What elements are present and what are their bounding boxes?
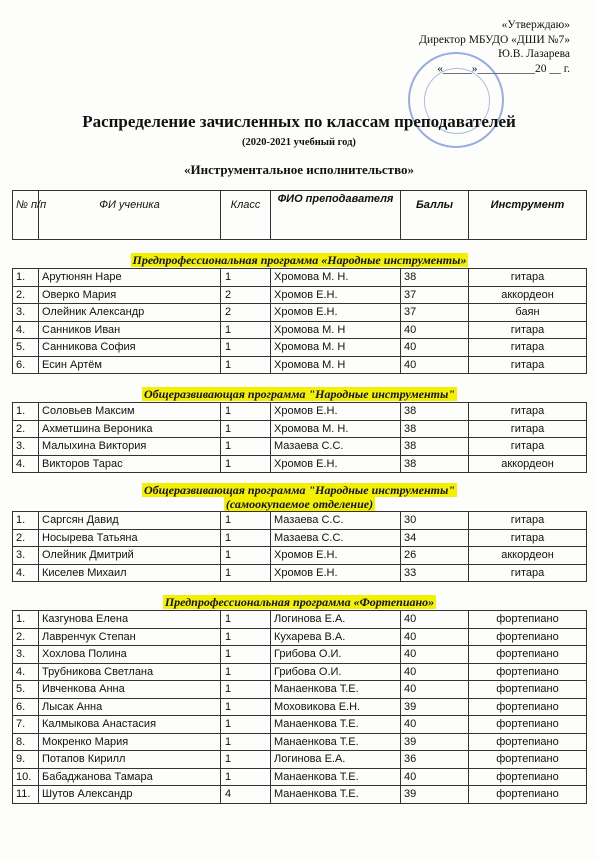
teacher-name: Грибова О.И. [271, 663, 401, 681]
group-subtitle: (самоокупаемое отделение) [225, 497, 374, 511]
teacher-name: Мазаева С.С. [271, 529, 401, 547]
student-name: Казгунова Елена [39, 611, 221, 629]
class-number: 1 [221, 455, 271, 473]
teacher-name: Хромова М. Н [271, 356, 401, 374]
class-number: 4 [221, 786, 271, 804]
instrument: фортепиано [469, 716, 587, 734]
row-number: 6. [13, 356, 39, 374]
student-name: Калмыкова Анастасия [39, 716, 221, 734]
instrument: гитара [469, 529, 587, 547]
teacher-name: Грибова О.И. [271, 646, 401, 664]
table-row [13, 321, 587, 339]
instrument: гитара [469, 564, 587, 582]
instrument: фортепиано [469, 768, 587, 786]
teacher-name: Хромова М. Н. [271, 420, 401, 438]
teacher-name: Мазаева С.С. [271, 512, 401, 530]
class-number: 1 [221, 564, 271, 582]
score: 40 [401, 716, 469, 734]
teacher-name: Манаенкова Т.Е. [271, 786, 401, 804]
class-number: 1 [221, 512, 271, 530]
student-name: Есин Артём [39, 356, 221, 374]
student-name: Олейник Дмитрий [39, 547, 221, 565]
instrument: фортепиано [469, 663, 587, 681]
student-name: Шутов Александр [39, 786, 221, 804]
score: 40 [401, 628, 469, 646]
table-row [13, 269, 587, 287]
group-header-row [13, 473, 587, 512]
class-number: 1 [221, 321, 271, 339]
instrument: фортепиано [469, 628, 587, 646]
row-number: 3. [13, 646, 39, 664]
score: 39 [401, 733, 469, 751]
score: 33 [401, 564, 469, 582]
score: 26 [401, 547, 469, 565]
table-row [13, 455, 587, 473]
table-row [13, 529, 587, 547]
students-table [12, 190, 587, 804]
row-number: 1. [13, 611, 39, 629]
teacher-name: Хромова М. Н [271, 321, 401, 339]
instrument: гитара [469, 321, 587, 339]
table-row [13, 768, 587, 786]
score: 40 [401, 663, 469, 681]
teacher-name: Хромов Е.Н. [271, 403, 401, 421]
teacher-name: Мазаева С.С. [271, 438, 401, 456]
score: 38 [401, 403, 469, 421]
row-number: 4. [13, 663, 39, 681]
group-header-row [13, 374, 587, 403]
score: 40 [401, 321, 469, 339]
group-header-row [13, 240, 587, 269]
student-name: Лысак Анна [39, 698, 221, 716]
table-row [13, 564, 587, 582]
row-number: 1. [13, 512, 39, 530]
teacher-name: Логинова Е.А. [271, 751, 401, 769]
teacher-name: Хромов Е.Н. [271, 304, 401, 322]
teacher-name: Хромов Е.Н. [271, 455, 401, 473]
class-number: 1 [221, 269, 271, 287]
table-row [13, 733, 587, 751]
group-title: Общеразвивающая программа "Народные инструменты" [144, 483, 455, 497]
class-number: 1 [221, 529, 271, 547]
group-title: Предпрофессиональная программа «Народные инструменты» [132, 253, 467, 267]
score: 36 [401, 751, 469, 769]
instrument: баян [469, 304, 587, 322]
instrument: аккордеон [469, 286, 587, 304]
instrument: гитара [469, 269, 587, 287]
score: 40 [401, 339, 469, 357]
header-num: № п/п [13, 191, 39, 240]
score: 38 [401, 438, 469, 456]
table-row [13, 716, 587, 734]
class-number: 1 [221, 438, 271, 456]
header-name: ФИ ученика [39, 191, 221, 240]
header-class: Класс [221, 191, 271, 240]
row-number: 6. [13, 698, 39, 716]
section-title: «Инструментальное исполнительство» [183, 162, 415, 177]
student-name: Носырева Татьяна [39, 529, 221, 547]
table-row [13, 611, 587, 629]
score: 37 [401, 286, 469, 304]
class-number: 1 [221, 356, 271, 374]
table-row [13, 286, 587, 304]
row-number: 3. [13, 304, 39, 322]
student-name: Арутюнян Наре [39, 269, 221, 287]
teacher-name: Манаенкова Т.Е. [271, 716, 401, 734]
row-number: 9. [13, 751, 39, 769]
row-number: 11. [13, 786, 39, 804]
class-number: 1 [221, 547, 271, 565]
table-row [13, 681, 587, 699]
student-name: Олейник Александр [39, 304, 221, 322]
score: 40 [401, 681, 469, 699]
instrument: гитара [469, 356, 587, 374]
table-row [13, 420, 587, 438]
row-number: 10. [13, 768, 39, 786]
score: 39 [401, 698, 469, 716]
teacher-name: Хромова М. Н [271, 339, 401, 357]
table-row [13, 786, 587, 804]
header-score: Баллы [401, 191, 469, 240]
class-number: 1 [221, 403, 271, 421]
class-number: 2 [221, 286, 271, 304]
score: 38 [401, 420, 469, 438]
table-row [13, 751, 587, 769]
instrument: фортепиано [469, 698, 587, 716]
row-number: 4. [13, 455, 39, 473]
table-row [13, 512, 587, 530]
class-number: 1 [221, 768, 271, 786]
instrument: аккордеон [469, 455, 587, 473]
teacher-name: Хромова М. Н. [271, 269, 401, 287]
class-number: 1 [221, 663, 271, 681]
row-number: 2. [13, 286, 39, 304]
teacher-name: Логинова Е.А. [271, 611, 401, 629]
score: 39 [401, 786, 469, 804]
class-number: 1 [221, 339, 271, 357]
instrument: аккордеон [469, 547, 587, 565]
row-number: 1. [13, 269, 39, 287]
teacher-name: Манаенкова Т.Е. [271, 681, 401, 699]
teacher-name: Моховикова Е.Н. [271, 698, 401, 716]
class-number: 1 [221, 698, 271, 716]
instrument: фортепиано [469, 751, 587, 769]
class-number: 1 [221, 716, 271, 734]
teacher-name: Хромов Е.Н. [271, 286, 401, 304]
table-row [13, 438, 587, 456]
class-number: 1 [221, 420, 271, 438]
table-row [13, 304, 587, 322]
student-name: Саргсян Давид [39, 512, 221, 530]
row-number: 7. [13, 716, 39, 734]
teacher-name: Хромов Е.Н. [271, 547, 401, 565]
student-name: Малыхина Виктория [39, 438, 221, 456]
row-number: 2. [13, 628, 39, 646]
row-number: 5. [13, 681, 39, 699]
row-number: 2. [13, 529, 39, 547]
student-name: Лавренчук Степан [39, 628, 221, 646]
student-name: Ивченкова Анна [39, 681, 221, 699]
student-name: Трубникова Светлана [39, 663, 221, 681]
student-name: Бабаджанова Тамара [39, 768, 221, 786]
class-number: 1 [221, 611, 271, 629]
approval-line-2: Директор МБУДО «ДШИ №7» [419, 33, 570, 46]
instrument: гитара [469, 512, 587, 530]
class-number: 1 [221, 733, 271, 751]
teacher-name: Кухарева В.А. [271, 628, 401, 646]
table-row [13, 663, 587, 681]
score: 37 [401, 304, 469, 322]
page-title: Распределение зачисленных по классам преподавателей [82, 112, 516, 131]
approval-line-1: «Утверждаю» [501, 19, 570, 31]
row-number: 2. [13, 420, 39, 438]
instrument: гитара [469, 403, 587, 421]
score: 40 [401, 356, 469, 374]
student-name: Потапов Кирилл [39, 751, 221, 769]
approval-line-4: «_____»__________20 __ г. [437, 62, 570, 75]
approval-line-3: Ю.В. Лазарева [498, 48, 570, 60]
score: 40 [401, 768, 469, 786]
student-name: Викторов Тарас [39, 455, 221, 473]
score: 30 [401, 512, 469, 530]
group-title: Общеразвивающая программа "Народные инструменты" [144, 387, 455, 401]
group-header-row [13, 582, 587, 611]
student-name: Оверко Мария [39, 286, 221, 304]
instrument: гитара [469, 339, 587, 357]
class-number: 2 [221, 304, 271, 322]
instrument: фортепиано [469, 611, 587, 629]
row-number: 8. [13, 733, 39, 751]
table-row [13, 698, 587, 716]
row-number: 3. [13, 547, 39, 565]
class-number: 1 [221, 681, 271, 699]
table-row [13, 547, 587, 565]
header-instrument: Инструмент [469, 191, 587, 240]
table-row [13, 339, 587, 357]
score: 34 [401, 529, 469, 547]
teacher-name: Манаенкова Т.Е. [271, 733, 401, 751]
header-teacher: ФИО преподавателя [271, 191, 401, 240]
table-row [13, 628, 587, 646]
instrument: фортепиано [469, 681, 587, 699]
row-number: 5. [13, 339, 39, 357]
table-header-row [13, 191, 587, 240]
row-number: 1. [13, 403, 39, 421]
instrument: фортепиано [469, 646, 587, 664]
instrument: гитара [469, 438, 587, 456]
group-title: Предпрофессиональная программа «Фортепиано» [164, 595, 435, 609]
instrument: гитара [469, 420, 587, 438]
score: 40 [401, 646, 469, 664]
instrument: фортепиано [469, 786, 587, 804]
teacher-name: Манаенкова Т.Е. [271, 768, 401, 786]
student-name: Мокренко Мария [39, 733, 221, 751]
student-name: Соловьев Максим [39, 403, 221, 421]
score: 38 [401, 455, 469, 473]
class-number: 1 [221, 628, 271, 646]
row-number: 4. [13, 564, 39, 582]
class-number: 1 [221, 751, 271, 769]
stamp-seal-icon [408, 52, 504, 148]
page-subtitle: (2020-2021 учебный год) [242, 137, 356, 148]
student-name: Хохлова Полина [39, 646, 221, 664]
table-row [13, 646, 587, 664]
score: 38 [401, 269, 469, 287]
table-row [13, 356, 587, 374]
row-number: 4. [13, 321, 39, 339]
class-number: 1 [221, 646, 271, 664]
student-name: Санников Иван [39, 321, 221, 339]
student-name: Ахметшина Вероника [39, 420, 221, 438]
student-name: Киселев Михаил [39, 564, 221, 582]
row-number: 3. [13, 438, 39, 456]
score: 40 [401, 611, 469, 629]
student-name: Санникова София [39, 339, 221, 357]
table-row [13, 403, 587, 421]
teacher-name: Хромов Е.Н. [271, 564, 401, 582]
instrument: фортепиано [469, 733, 587, 751]
